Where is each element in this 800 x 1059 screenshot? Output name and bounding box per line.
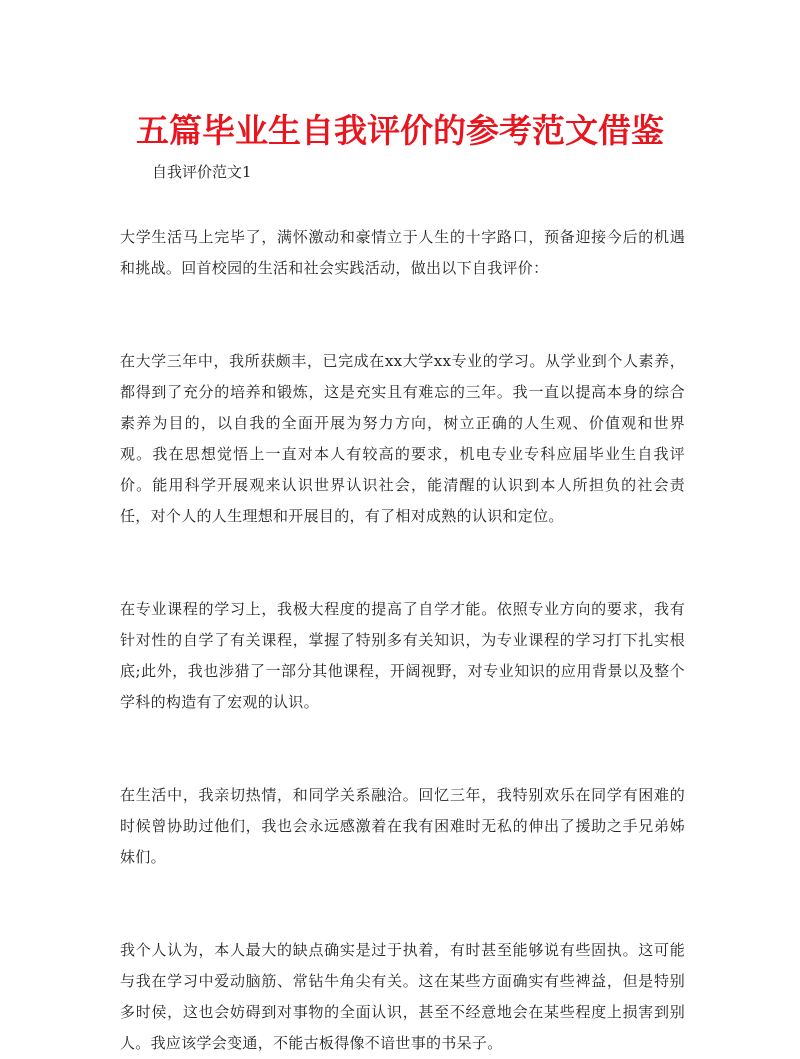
section-subtitle: 自我评价范文1: [152, 163, 252, 181]
paragraph-2: 在大学三年中，我所获颇丰，已完成在xx大学xx专业的学习。从学业到个人素养，都得到了充分的培养和锻炼，这是充实且有难忘的三年。我一直以提高本身的综合素养为目的，以自我的全面开展为努力方向，树立正确的人生观、价值观和世界观。我在思想觉悟上一直对本人有较高的要求，机电专业专科应届毕业生自我评价。能用科学开展观来认识世界认识社会，能清醒的认识到本人所担负的社会责任，对个人的人生理想和开展目的，有了相对成熟的认识和定位。: [120, 352, 685, 525]
paragraph-4: 在生活中，我亲切热情，和同学关系融洽。回忆三年，我特别欢乐在同学有困难的时候曾协助过他们，我也会永远感激着在我有困难时无私的伸出了援助之手兄弟姊妹们。: [120, 786, 685, 866]
page-title: 五篇毕业生自我评价的参考范文借鉴: [136, 111, 664, 150]
paragraph-1: 大学生活马上完毕了，满怀激动和豪情立于人生的十字路口，预备迎接今后的机遇和挑战。回首校园的生活和社会实践活动，做出以下自我评价：: [120, 228, 685, 277]
paragraph-3: 在专业课程的学习上，我极大程度的提高了自学才能。依照专业方向的要求，我有针对性的自学了有关课程，掌握了特别多有关知识，为专业课程的学习打下扎实根底;此外，我也涉猎了一部分其他课程，开阔视野，对专业知识的应用背景以及整个学科的构造有了宏观的认识。: [120, 600, 685, 711]
document-body: [120, 222, 685, 1059]
paragraph-5: 我个人认为，本人最大的缺点确实是过于执着，有时甚至能够说有些固执。这可能与我在学习中爱动脑筋、常钻牛角尖有关。这在某些方面确实有些裨益，但是特别多时侯，这也会妨碍到对事物的全面认识，甚至不经意地会在某些程度上损害到别人。我应该学会变通，不能古板得像不谙世事的书呆子。: [120, 941, 685, 1052]
